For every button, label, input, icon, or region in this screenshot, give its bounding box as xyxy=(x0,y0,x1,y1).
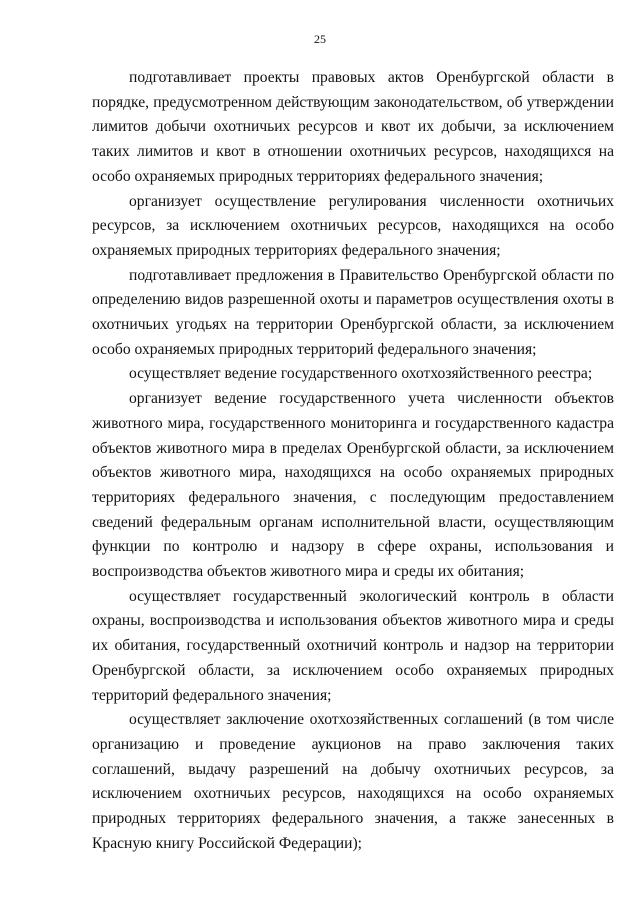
document-body xyxy=(92,66,614,857)
paragraph: осуществляет ведение государственного охотхозяйственного реестра; xyxy=(129,365,593,383)
page-number: 25 xyxy=(314,32,326,46)
paragraph: подготавливает предложения в Правительство Оренбургской области по определению видов разрешенной охоты и параметров осуществления охоты в охотничьих угодьях на территории Оренбургской области, за исключением особо охраняемых природных территорий федерального значения; xyxy=(92,266,614,358)
paragraph: организует осуществление регулирования численности охотничьих ресурсов, за исключением охотничьих ресурсов, находящихся на особо охраняемых природных территориях федерального значения; xyxy=(92,192,614,259)
paragraph: осуществляет заключение охотхозяйственных соглашений (в том числе организацию и проведение аукционов на право заключения таких соглашений, выдачу разрешений на добычу охотничьих ресурсов, за исключением охотничьих ресурсов, находящихся на особо охраняемых природных территориях федерального значения, а также занесенных в Красную книгу Российской Федерации); xyxy=(92,711,614,852)
paragraph: подготавливает проекты правовых актов Оренбургской области в порядке, предусмотренном действующим законодательством, об утверждении лимитов добычи охотничьих ресурсов и квот их добычи, за исключением таких лимитов и квот в отношении охотничьих ресурсов, находящихся на особо охраняемых природных территориях федерального значения; xyxy=(92,69,614,185)
paragraph: организует ведение государственного учета численности объектов животного мира, государственного мониторинга и государственного кадастра объектов животного мира в пределах Оренбургской области, за исключением объектов животного мира, находящихся на особо охраняемых природных территориях федерального значения, с последующим предоставлением сведений федеральным органам исполнительной власти, осуществляющим функции по контролю и надзору в сфере охраны, использования и воспроизводства объектов животного мира и среды их обитания; xyxy=(92,390,614,581)
paragraph: осуществляет государственный экологический контроль в области охраны, воспроизводства и использования объектов животного мира и среды их обитания, государственный охотничий контроль и надзор на территории Оренбургской области, за исключением особо охраняемых природных территорий федерального значения; xyxy=(92,587,614,704)
